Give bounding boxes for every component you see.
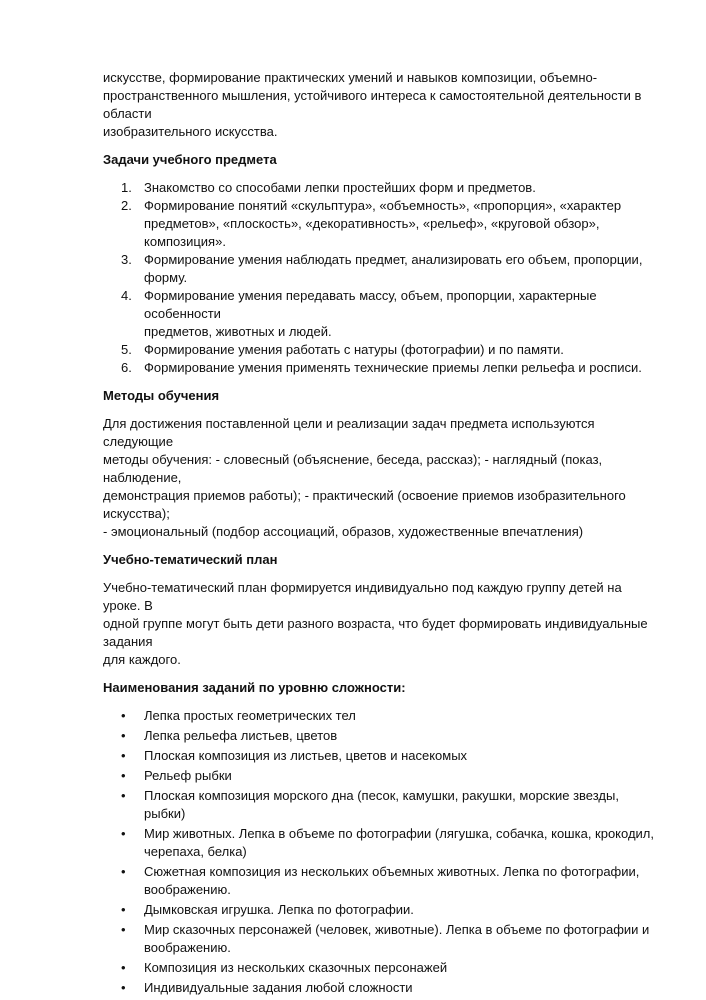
assignment-line: Плоская композиция морского дна (песок, камушки, ракушки, морские звезды, рыбки) (144, 788, 619, 821)
plan-paragraph (103, 579, 661, 669)
document-content (103, 69, 661, 999)
methods-paragraph (103, 415, 661, 541)
bullet-icon: • (121, 748, 126, 763)
plan-line: Учебно-тематический план формируется индивидуально под каждую группу детей на уроке. В (103, 580, 622, 613)
methods-line: - эмоциональный (подбор ассоциаций, образов, художественные впечатления) (103, 524, 584, 539)
bullet-icon: • (121, 922, 126, 937)
task-number: 4. (121, 288, 132, 303)
assignment-item (103, 921, 661, 957)
tasks-heading: Задачи учебного предмета (103, 152, 277, 167)
task-item (103, 341, 661, 359)
bullet-icon: • (121, 708, 126, 723)
task-number: 6. (121, 360, 132, 375)
intro-line: изобразительного искусства. (103, 124, 278, 139)
assignment-item (103, 707, 661, 725)
task-line: Формирование умения работать с натуры (фотографии) и по памяти. (144, 342, 564, 357)
task-item (103, 359, 661, 377)
assignment-line: Лепка простых геометрических тел (144, 708, 356, 723)
bullet-icon: • (121, 826, 126, 841)
assignment-item (103, 787, 661, 823)
assignments-list (103, 707, 661, 997)
task-line: Формирование понятий «скульптура», «объемность», «пропорция», «характер (144, 198, 622, 213)
assignment-line: воображению. (144, 940, 231, 955)
assignment-line: воображению. (144, 882, 231, 897)
assignment-item (103, 901, 661, 919)
bullet-icon: • (121, 960, 126, 975)
plan-line: для каждого. (103, 652, 181, 667)
assignment-line: Плоская композиция из листьев, цветов и насекомых (144, 748, 468, 763)
assignments-heading: Наименования заданий по уровню сложности: (103, 680, 406, 695)
task-line: предметов», «плоскость», «декоративность», «рельеф», «круговой обзор», композиция». (144, 216, 600, 249)
assignment-line: Рельеф рыбки (144, 768, 232, 783)
intro-line: пространственного мышления, устойчивого интереса к самостоятельной деятельности в области (103, 88, 642, 121)
task-item (103, 179, 661, 197)
tasks-list (103, 179, 661, 377)
task-item (103, 251, 661, 287)
task-line: Формирование умения наблюдать предмет, анализировать его объем, пропорции, форму. (144, 252, 643, 285)
bullet-icon: • (121, 768, 126, 783)
assignment-item (103, 825, 661, 861)
assignment-line: Мир животных. Лепка в объеме по фотографии (лягушка, собачка, кошка, крокодил, (144, 826, 655, 841)
bullet-icon: • (121, 902, 126, 917)
assignment-line: черепаха, белка) (144, 844, 247, 859)
assignment-item (103, 727, 661, 745)
task-line: предметов, животных и людей. (144, 324, 332, 339)
intro-line: искусстве, формирование практических умений и навыков композиции, объемно- (103, 70, 598, 85)
assignment-item (103, 979, 661, 997)
task-item (103, 197, 661, 251)
task-line: Формирование умения применять технические приемы лепки рельефа и росписи. (144, 360, 642, 375)
methods-line: демонстрация приемов работы); - практический (освоение приемов изобразительного искусства); (103, 488, 626, 521)
plan-heading: Учебно-тематический план (103, 552, 278, 567)
assignment-item (103, 959, 661, 977)
task-number: 3. (121, 252, 132, 267)
assignment-line: Композиция из нескольких сказочных персонажей (144, 960, 448, 975)
assignment-line: Дымковская игрушка. Лепка по фотографии. (144, 902, 414, 917)
assignment-line: Сюжетная композиция из нескольких объемных животных. Лепка по фотографии, (144, 864, 640, 879)
methods-heading: Методы обучения (103, 388, 220, 403)
assignment-line: Лепка рельефа листьев, цветов (144, 728, 338, 743)
task-number: 5. (121, 342, 132, 357)
task-line: Знакомство со способами лепки простейших форм и предметов. (144, 180, 536, 195)
task-item (103, 287, 661, 341)
intro-paragraph (103, 69, 661, 141)
assignment-line: Индивидуальные задания любой сложности (144, 980, 413, 995)
bullet-icon: • (121, 864, 126, 879)
bullet-icon: • (121, 980, 126, 995)
assignment-item (103, 747, 661, 765)
plan-line: одной группе могут быть дети разного возраста, что будет формировать индивидуальные задания (103, 616, 648, 649)
methods-line: Для достижения поставленной цели и реализации задач предмета используются следующие (103, 416, 595, 449)
assignment-item (103, 863, 661, 899)
task-number: 2. (121, 198, 132, 213)
assignment-line: Мир сказочных персонажей (человек, животные). Лепка в объеме по фотографии и (144, 922, 650, 937)
methods-line: методы обучения: - словесный (объяснение, беседа, рассказ); - наглядный (показ, наблюдение, (103, 452, 603, 485)
assignment-item (103, 767, 661, 785)
bullet-icon: • (121, 728, 126, 743)
task-line: Формирование умения передавать массу, объем, пропорции, характерные особенности (144, 288, 597, 321)
bullet-icon: • (121, 788, 126, 803)
task-number: 1. (121, 180, 132, 195)
